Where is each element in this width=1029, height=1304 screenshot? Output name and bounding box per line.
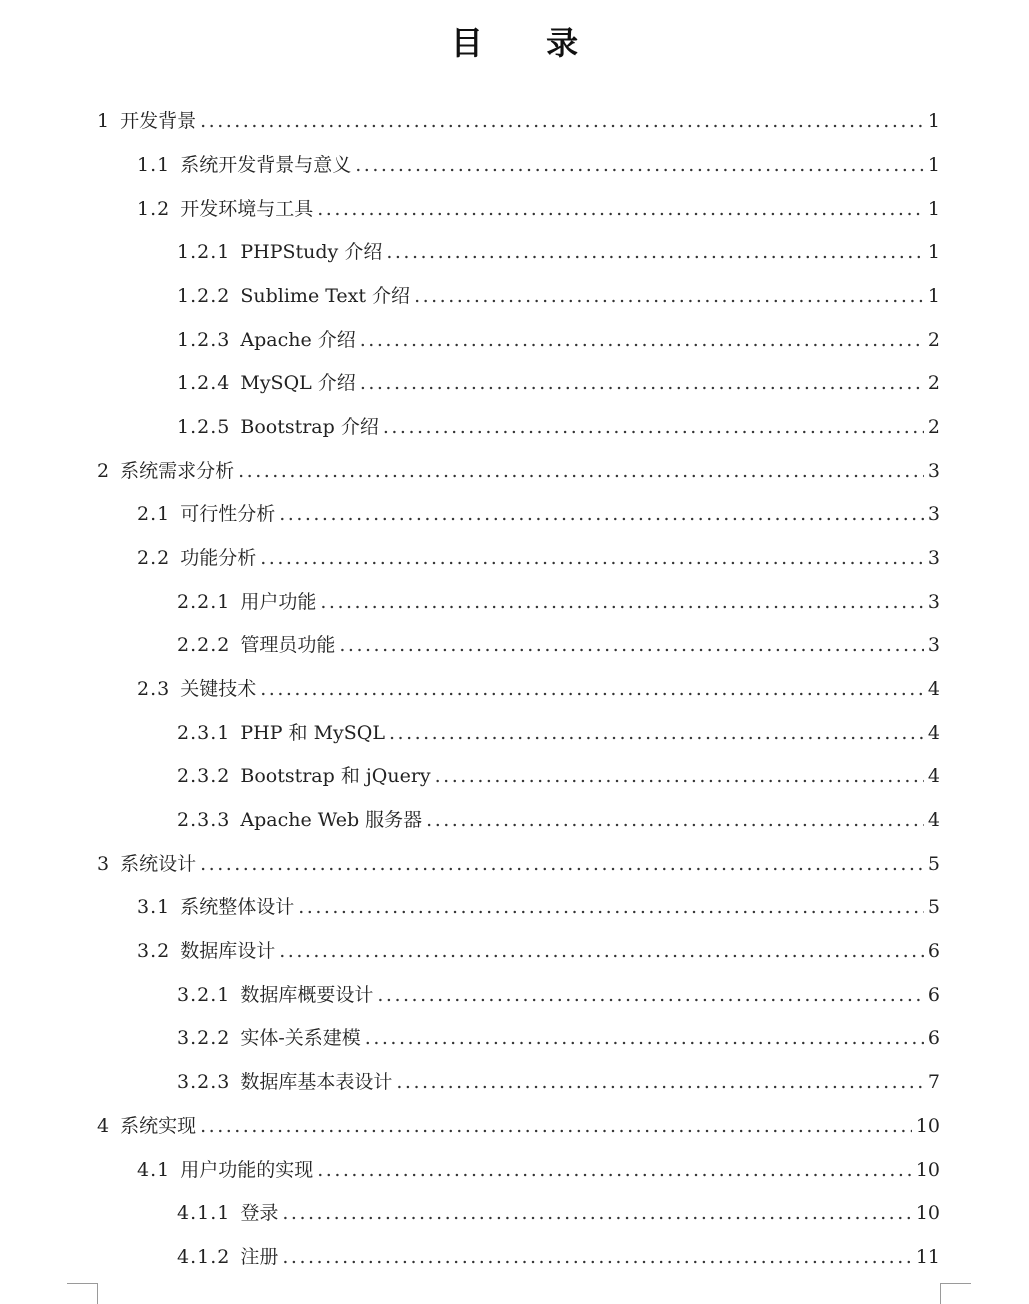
toc-page-number: 3	[927, 634, 940, 656]
crop-mark-right	[940, 1283, 971, 1304]
toc-page-number: 3	[927, 591, 940, 613]
toc-page-number: 6	[927, 984, 940, 1006]
toc-entry[interactable]	[177, 325, 940, 355]
toc-dot-leader	[279, 499, 924, 529]
toc-dot-leader	[200, 1111, 912, 1141]
toc-dot-leader	[317, 194, 924, 224]
toc-entry-title: 功能分析	[180, 547, 257, 569]
toc-entry-title: 注册	[240, 1246, 279, 1268]
toc-dot-leader	[386, 237, 924, 267]
toc-entry-title: MySQL 介绍	[240, 372, 356, 394]
toc-entry-number: 4.1.1	[177, 1202, 231, 1224]
toc-entry-title: 登录	[240, 1202, 279, 1224]
toc-dot-leader	[238, 456, 924, 486]
toc-page-number: 6	[927, 1027, 940, 1049]
toc-dot-leader	[389, 718, 924, 748]
toc-entry[interactable]	[137, 1155, 940, 1185]
toc-page-number: 1	[927, 241, 940, 263]
toc-dot-leader	[320, 587, 924, 617]
toc-entry-title: 用户功能的实现	[180, 1159, 314, 1181]
toc-entry-title: PHPStudy 介绍	[240, 241, 383, 263]
toc-entry[interactable]	[177, 237, 940, 267]
toc-dot-leader	[426, 805, 924, 835]
toc-page-number: 11	[915, 1246, 940, 1268]
toc-entry-title: Apache 介绍	[240, 329, 356, 351]
toc-page-number: 4	[927, 809, 940, 831]
toc-page-number: 3	[927, 503, 940, 525]
toc-entry[interactable]	[137, 892, 940, 922]
toc-entry-title: 开发环境与工具	[180, 198, 314, 220]
toc-entry[interactable]	[137, 499, 940, 529]
toc-entry[interactable]	[97, 1111, 940, 1141]
toc-entry[interactable]	[177, 1242, 940, 1272]
toc-entry-title: Bootstrap 介绍	[240, 416, 379, 438]
toc-entry[interactable]	[137, 194, 940, 224]
toc-entry-number: 1.2.4	[177, 372, 231, 394]
toc-entry-number: 1.2.2	[177, 285, 231, 307]
toc-dot-leader	[260, 674, 924, 704]
toc-dot-leader	[260, 543, 924, 573]
toc-dot-leader	[365, 1023, 924, 1053]
toc-entry-number: 1	[97, 110, 111, 132]
toc-dot-leader	[355, 150, 924, 180]
toc-entry-number: 1.1	[137, 154, 171, 176]
toc-dot-leader	[383, 412, 924, 442]
toc-entry-number: 1.2.3	[177, 329, 231, 351]
toc-entry[interactable]	[177, 980, 940, 1010]
toc-entry-number: 2.1	[137, 503, 171, 525]
toc-dot-leader	[414, 281, 924, 311]
toc-entry-title: 系统需求分析	[120, 460, 235, 482]
toc-entry[interactable]	[137, 150, 940, 180]
toc-entry-title: 开发背景	[120, 110, 197, 132]
toc-entry-number: 2.3.2	[177, 765, 231, 787]
toc-page-number: 2	[927, 416, 940, 438]
toc-page-number: 1	[927, 110, 940, 132]
toc-entry[interactable]	[177, 1198, 940, 1228]
toc-entry-number: 2.3.3	[177, 809, 231, 831]
toc-page-number: 7	[927, 1071, 940, 1093]
toc-entry-number: 3.2	[137, 940, 171, 962]
toc-entry-title: 系统实现	[120, 1115, 197, 1137]
toc-entry-number: 3.2.2	[177, 1027, 231, 1049]
toc-entry[interactable]	[177, 368, 940, 398]
toc-entry-title: 用户功能	[240, 591, 317, 613]
toc-entry-number: 2.3.1	[177, 722, 231, 744]
toc-entry[interactable]	[177, 587, 940, 617]
toc-entry[interactable]	[137, 936, 940, 966]
crop-mark-left	[67, 1283, 98, 1304]
toc-entry-number: 1.2	[137, 198, 171, 220]
toc-dot-leader	[377, 980, 924, 1010]
toc-page-number: 10	[915, 1159, 940, 1181]
toc-entry[interactable]	[177, 1067, 940, 1097]
toc-page-number: 1	[927, 198, 940, 220]
toc-entry[interactable]	[177, 1023, 940, 1053]
toc-page-number: 4	[927, 678, 940, 700]
toc-entry-number: 2	[97, 460, 111, 482]
toc-entry-title: 关键技术	[180, 678, 257, 700]
toc-page-number: 5	[927, 896, 940, 918]
toc-page-number: 6	[927, 940, 940, 962]
toc-page-number: 3	[927, 460, 940, 482]
toc-entry-title: 系统设计	[120, 853, 197, 875]
toc-entry-number: 3.2.3	[177, 1071, 231, 1093]
toc-dot-leader	[339, 630, 924, 660]
toc-page-number: 5	[927, 853, 940, 875]
toc-page-number: 10	[915, 1202, 940, 1224]
page-title: 目 录	[450, 24, 605, 62]
toc-entry-title: Sublime Text 介绍	[240, 285, 411, 307]
toc-entry-title: Bootstrap 和 jQuery	[240, 765, 431, 787]
toc-entry-title: 实体-关系建模	[240, 1027, 361, 1049]
toc-dot-leader	[317, 1155, 912, 1185]
toc-entry[interactable]	[177, 718, 940, 748]
toc-entry[interactable]	[177, 281, 940, 311]
toc-entry-number: 3.1	[137, 896, 171, 918]
toc-entry-title: 可行性分析	[180, 503, 276, 525]
toc-entry-number: 3	[97, 853, 111, 875]
toc-entry-title: Apache Web 服务器	[240, 809, 423, 831]
toc-entry-number: 2.2.1	[177, 591, 231, 613]
toc-page-number: 3	[927, 547, 940, 569]
toc-dot-leader	[282, 1242, 911, 1272]
toc-dot-leader	[298, 892, 924, 922]
toc-entry-title: 管理员功能	[240, 634, 336, 656]
toc-page-number: 4	[927, 722, 940, 744]
toc-entry[interactable]	[177, 805, 940, 835]
toc-entry-number: 1.2.5	[177, 416, 231, 438]
toc-entry-title: PHP 和 MySQL	[240, 722, 385, 744]
toc-dot-leader	[396, 1067, 924, 1097]
toc-entry-number: 1.2.1	[177, 241, 231, 263]
toc-page-number: 1	[927, 154, 940, 176]
toc-entry-title: 数据库概要设计	[240, 984, 374, 1006]
toc-page-number: 2	[927, 372, 940, 394]
toc-entry-title: 数据库设计	[180, 940, 276, 962]
toc-entry[interactable]	[97, 106, 940, 136]
toc-entry[interactable]	[97, 849, 940, 879]
toc-entry-title: 系统开发背景与意义	[180, 154, 352, 176]
toc-page-number: 2	[927, 329, 940, 351]
toc-entry[interactable]	[97, 456, 940, 486]
toc-entry[interactable]	[177, 761, 940, 791]
toc-page-number: 4	[927, 765, 940, 787]
toc-dot-leader	[360, 368, 924, 398]
toc-entry[interactable]	[177, 412, 940, 442]
toc-dot-leader	[200, 106, 924, 136]
toc-entry-number: 4.1.2	[177, 1246, 231, 1268]
toc-dot-leader	[360, 325, 924, 355]
toc-page-number: 1	[927, 285, 940, 307]
toc-entry-number: 4	[97, 1115, 111, 1137]
toc-dot-leader	[200, 849, 924, 879]
toc-entry-number: 4.1	[137, 1159, 171, 1181]
toc-entry[interactable]	[137, 674, 940, 704]
toc-entry-number: 2.2.2	[177, 634, 231, 656]
toc-entry-title: 数据库基本表设计	[240, 1071, 393, 1093]
toc-entry[interactable]	[137, 543, 940, 573]
toc-dot-leader	[282, 1198, 911, 1228]
toc-entry-number: 2.3	[137, 678, 171, 700]
toc-entry-number: 2.2	[137, 547, 171, 569]
toc-entry-number: 3.2.1	[177, 984, 231, 1006]
toc-dot-leader	[435, 761, 924, 791]
toc-page-number: 10	[915, 1115, 940, 1137]
toc-entry-title: 系统整体设计	[180, 896, 295, 918]
toc-entry[interactable]	[177, 630, 940, 660]
toc-dot-leader	[279, 936, 924, 966]
